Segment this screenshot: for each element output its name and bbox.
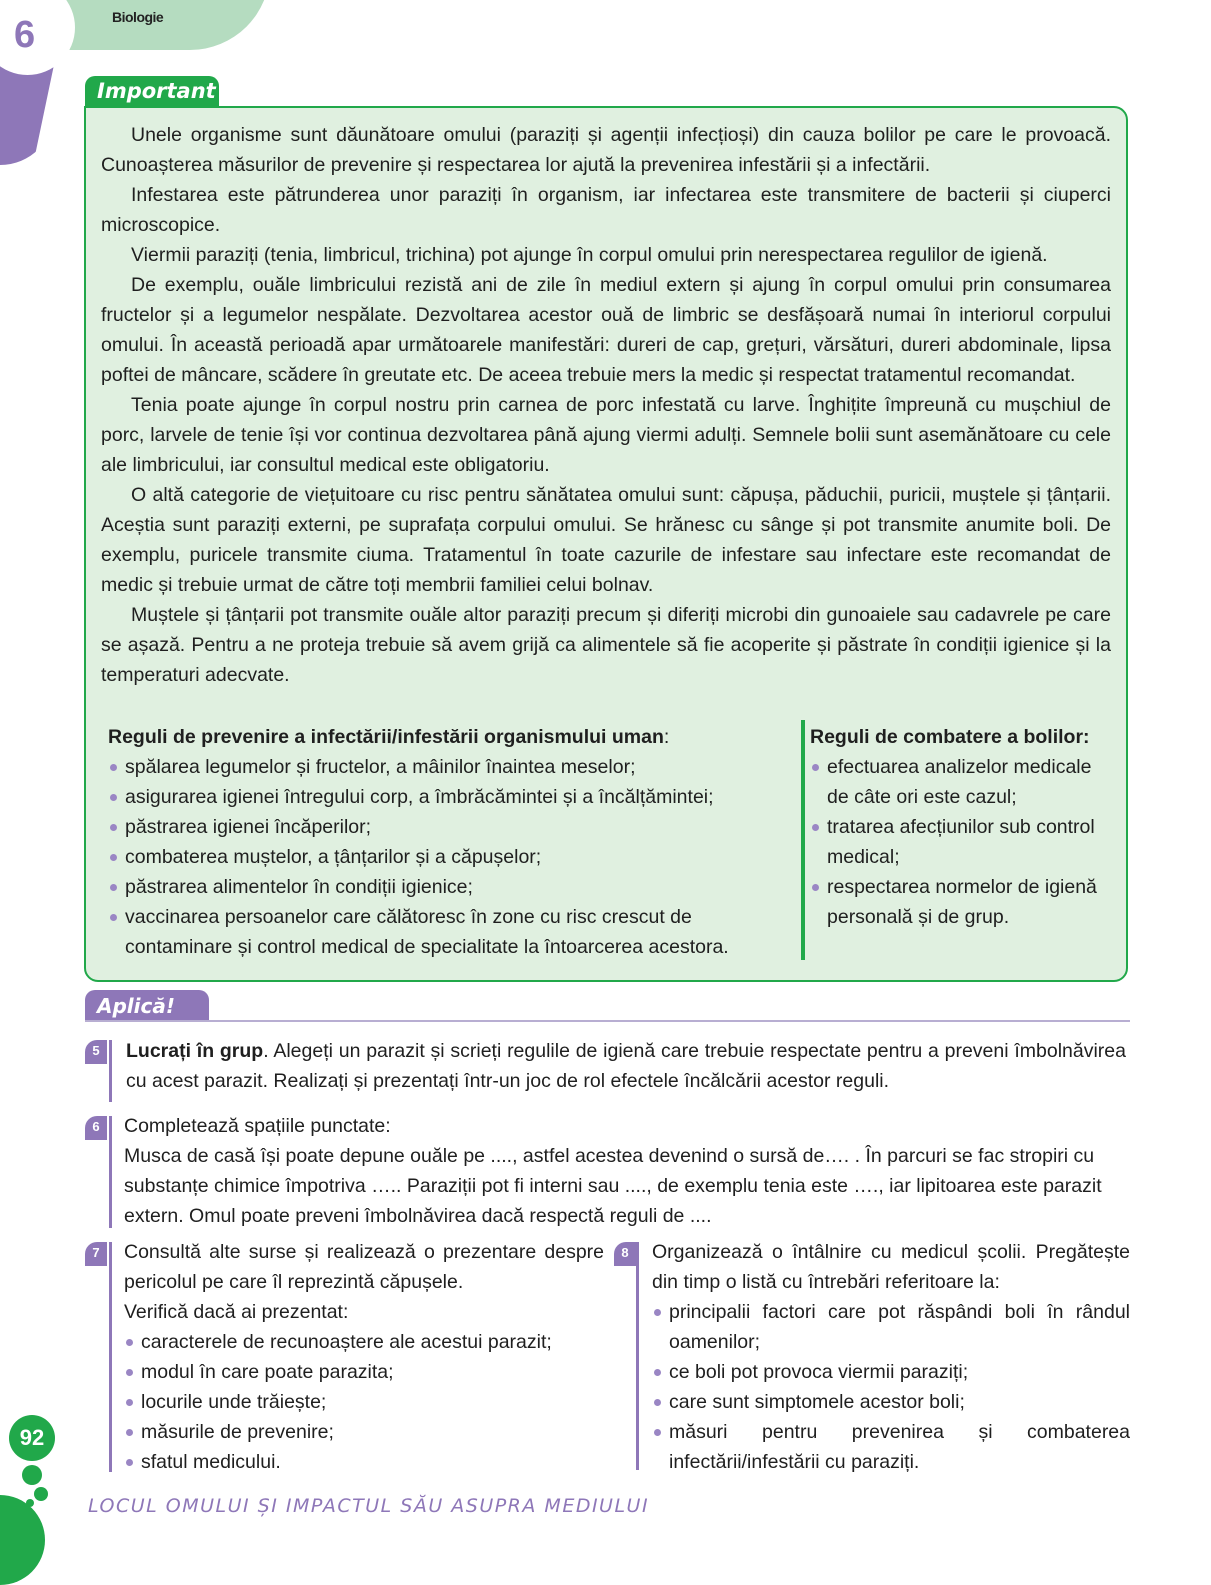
decor-dot	[22, 1465, 42, 1485]
paragraph: Muștele și țânțarii pot transmite ouăle altor paraziți precum și diferiți microbi din gunoaiele sau cadavrele pe care se așază. Pentru a ne proteja trebuie să avem grijă ca alimentele să fie acoperite și păstrate în condiții igienice și la temperaturi adecvate.	[101, 604, 1111, 686]
decor-dot	[34, 1487, 48, 1501]
page-number: 92	[9, 1415, 55, 1461]
prevention-rules	[108, 722, 798, 962]
combat-rules	[810, 722, 1115, 932]
exercise-5	[126, 1036, 1126, 1096]
list-item: efectuarea analizelor medicale de câte ori este cazul;	[810, 752, 1115, 812]
subject-label: Biologie	[112, 9, 164, 25]
list-item: combaterea muștelor, a țânțarilor și a căpușelor;	[108, 842, 798, 872]
exercise-6-number: 6	[85, 1116, 107, 1140]
list-item: ce boli pot provoca viermii paraziți;	[652, 1357, 1130, 1387]
chapter-circle	[0, 0, 75, 75]
important-tab: Important	[85, 76, 219, 108]
rules-divider	[801, 720, 805, 960]
chapter-side-shape	[0, 60, 55, 165]
list-item: locurile unde trăiește;	[124, 1387, 604, 1417]
paragraph: Tenia poate ajunge în corpul nostru prin carnea de porc infestată cu larve. Înghițite împreună cu mușchiul de porc, larvele de tenie își vor continua dezvoltarea până ajung viermi adulți. Semnele bolii sunt asemănătoare cu cele ale limbricului, iar consultul medical este obligatoriu.	[101, 394, 1111, 476]
exercise-8-text: Organizează o întâlnire cu medicul școlii. Pregătește din timp o listă cu întrebări referitoare la:	[652, 1241, 1130, 1293]
list-item: vaccinarea persoanelor care călătoresc în zone cu risc crescut de contaminare și control medical de specialitate la întoarcerea acestora.	[108, 902, 798, 962]
list-item: păstrarea igienei încăperilor;	[108, 812, 798, 842]
paragraph: Viermii paraziți (tenia, limbricul, trichina) pot ajunge în corpul omului prin nerespectarea regulilor de igienă.	[131, 244, 1048, 266]
exercise-6-intro: Completează spațiile punctate:	[124, 1115, 391, 1137]
list-item: măsurile de prevenire;	[124, 1417, 604, 1447]
chapter-number: 6	[14, 14, 36, 56]
exercise-5-bold: Lucrați în grup	[126, 1040, 264, 1062]
apply-rule-line	[85, 1020, 1130, 1022]
exercise-7-check: Verifică dacă ai prezentat:	[124, 1301, 349, 1323]
apply-tab: Aplică!	[85, 990, 209, 1022]
exercise-8-number: 8	[614, 1242, 636, 1266]
list-item: care sunt simptomele acestor boli;	[652, 1387, 1130, 1417]
combat-title: Reguli de combatere a bolilor:	[810, 726, 1090, 748]
list-item: modul în care poate parazita;	[124, 1357, 604, 1387]
list-item: asigurarea igienei întregului corp, a îmbrăcămintei și a încălțămintei;	[108, 782, 798, 812]
list-item: principalii factori care pot răspândi boli în rândul oamenilor;	[652, 1297, 1130, 1357]
paragraph: De exemplu, ouăle limbricului rezistă ani de zile în mediul extern și ajung în corpul omului prin consumarea fructelor și a legumelor nespălate. Dezvoltarea acestor ouă de limbric se desfășoară numai în interiorul corpului omului. În această perioadă apar următoarele manifestări: dureri de cap, grețuri, vărsături, dureri abdominale, lipsa poftei de mâncare, scădere în greutate etc. De aceea trebuie mers la medic și respectat tratamentul recomandat.	[101, 274, 1111, 386]
paragraph: O altă categorie de viețuitoare cu risc pentru sănătatea omului sunt: căpușa, păduchii, puricii, muștele și țânțarii. Aceștia sunt paraziți externi, pe suprafața corpului omului. Se hrănesc cu sânge și pot transmite anumite boli. De exemplu, puricele transmite ciuma. Tratamentul în toate cazurile de infestare sau infectare este recomandat de medic și trebuie urmat de către toți membrii familiei celui bolnav.	[101, 484, 1111, 596]
list-item: păstrarea alimentelor în condiții igienice;	[108, 872, 798, 902]
chapter-title-footer: LOCUL OMULUI ȘI IMPACTUL SĂU ASUPRA MEDIULUI	[88, 1495, 650, 1517]
exercise-7	[124, 1237, 604, 1477]
important-text	[101, 120, 1111, 690]
exercise-5-number: 5	[85, 1040, 107, 1064]
exercise-bar	[636, 1242, 639, 1470]
exercise-6	[124, 1111, 1129, 1231]
exercise-6-text: Musca de casă își poate depune ouăle pe ...., astfel acestea devenind o sursă de…. . În parcuri se fac stropiri cu substanțe chimice împotriva ….. Paraziții pot fi interni sau ...., de exemplu tenia este …., iar lipitoarea este parazit extern. Omul poate preveni îmbolnăvirea dacă respectă reguli de ....	[124, 1145, 1102, 1227]
paragraph: Infestarea este pătrunderea unor paraziți în organism, iar infectarea este transmitere de bacterii și ciuperci microscopice.	[101, 184, 1111, 236]
exercise-bar	[109, 1116, 112, 1228]
list-item: sfatul medicului.	[124, 1447, 604, 1477]
list-item: spălarea legumelor și fructelor, a mâinilor înaintea meselor;	[108, 752, 798, 782]
list-item: măsuri pentru prevenirea și combaterea infectării/infestării cu paraziți.	[652, 1417, 1130, 1477]
decor-circle	[0, 1495, 45, 1585]
exercise-8	[652, 1237, 1130, 1477]
exercise-5-text: . Alegeți un parazit și scrieți regulile de igienă care trebuie respectate pentru a preveni îmbolnăvirea cu acest parazit. Realizați și prezentați într-un joc de rol efectele încălcării acestor reguli.	[126, 1040, 1126, 1092]
exercise-bar	[109, 1040, 112, 1102]
exercise-7-text: Consultă alte surse și realizează o prezentare despre pericolul pe care îl reprezintă căpușele.	[124, 1241, 604, 1293]
exercise-7-number: 7	[85, 1242, 107, 1266]
paragraph: Unele organisme sunt dăunătoare omului (paraziți și agenții infecțioși) din cauza bolilor pe care le provoacă. Cunoașterea măsurilor de prevenire și respectarea lor ajută la prevenirea infestării și a infectării.	[101, 124, 1111, 176]
title-suffix: :	[663, 726, 670, 748]
list-item: respectarea normelor de igienă personală și de grup.	[810, 872, 1115, 932]
list-item: caracterele de recunoaștere ale acestui parazit;	[124, 1327, 604, 1357]
exercise-bar	[109, 1242, 112, 1472]
prevention-title: Reguli de prevenire a infectării/infestării organismului uman	[108, 726, 664, 748]
list-item: tratarea afecțiunilor sub control medical;	[810, 812, 1115, 872]
